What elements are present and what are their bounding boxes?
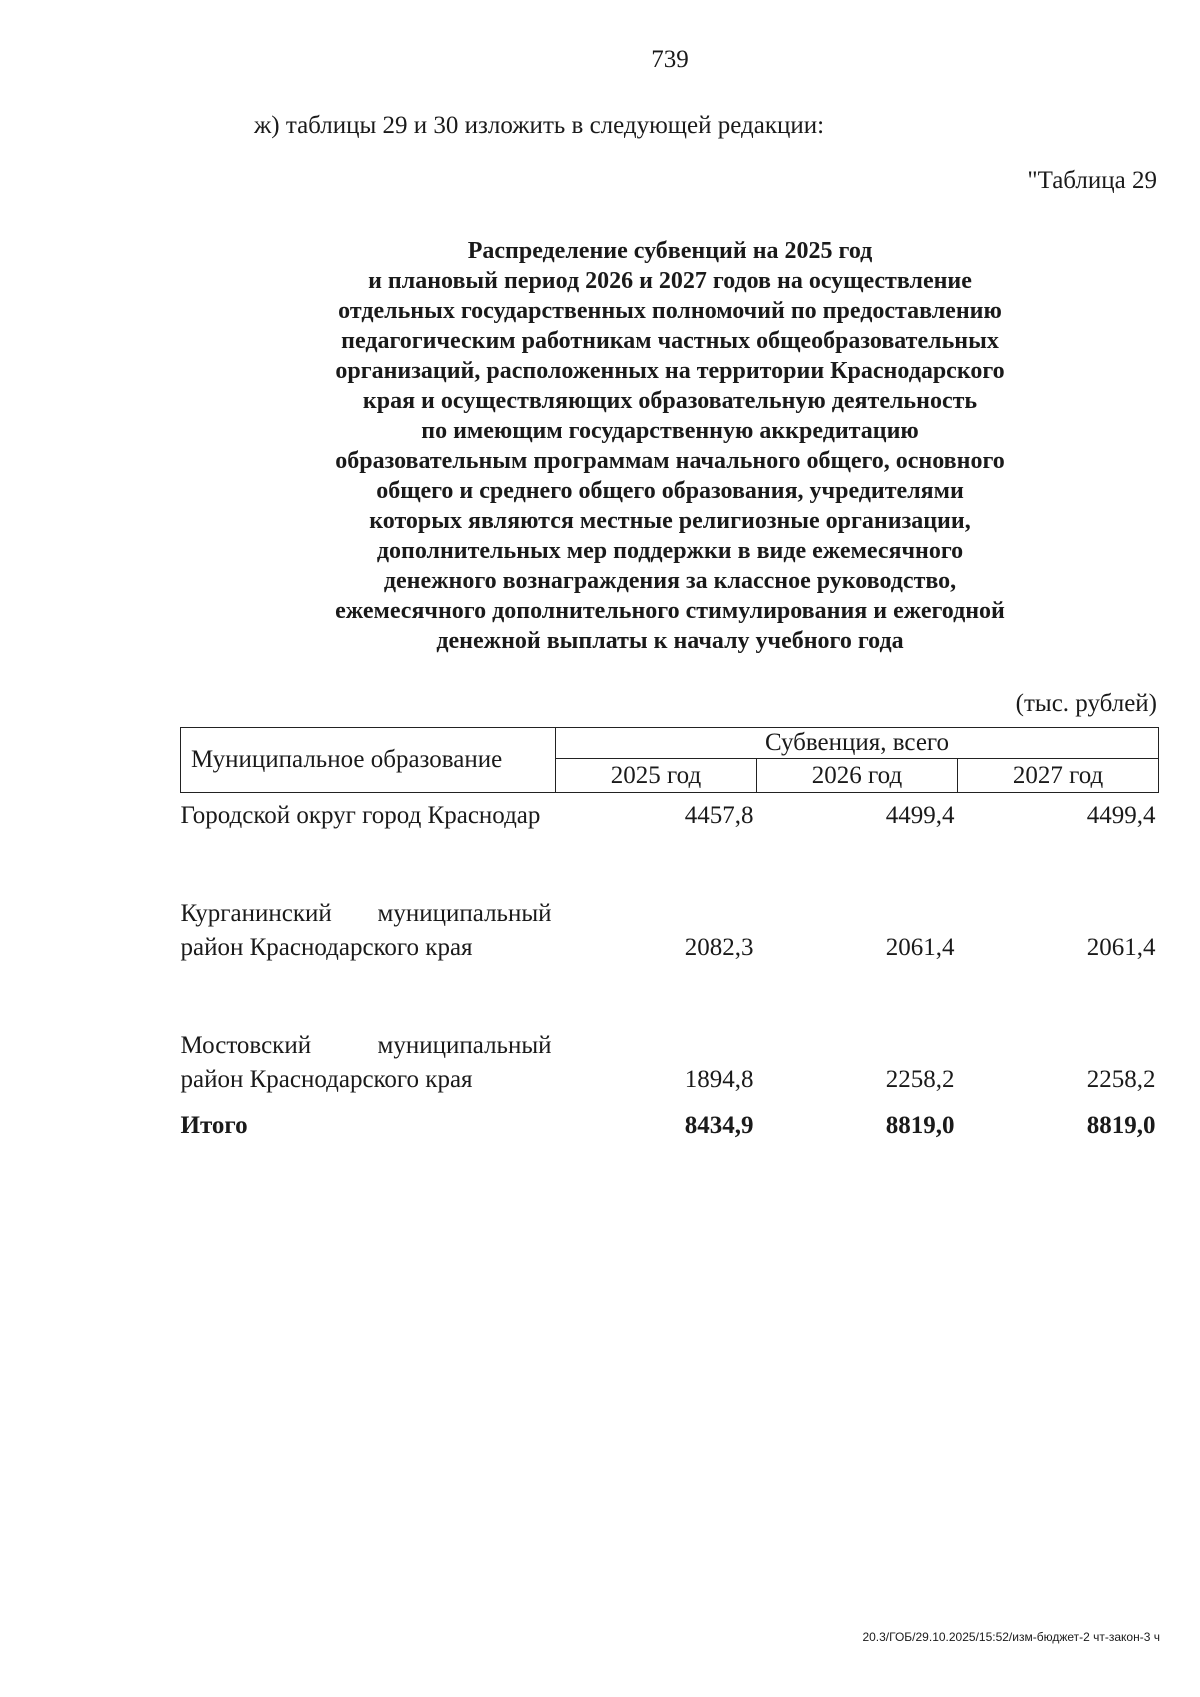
value-2026: 4499,4 [885,802,955,829]
value-2025: 4457,8 [684,802,754,829]
title-line: организаций, расположенных на территории Краснодарского [335,358,1005,384]
total-2027: 8819,0 [1086,1112,1156,1139]
title-line: денежной выплаты к началу учебного года [436,628,904,654]
header-year-2027: 2027 год [958,759,1159,793]
total-2025: 8434,9 [684,1112,754,1139]
total-2026: 8819,0 [885,1112,955,1139]
municipality-name: Курганинский муниципальный район Краснодарского края [180,900,552,961]
value-2027: 2258,2 [1086,1066,1156,1093]
header-subvention-total: Субвенция, всего [556,728,1159,759]
title-line: образовательным программам начального общего, основного [335,448,1005,474]
units-label: (тыс. рублей) [1015,690,1157,717]
municipality-name: Городской округ город Краснодар [180,802,541,829]
header-year-2026: 2026 год [757,759,958,793]
title-line: края и осуществляющих образовательную деятельность [362,388,978,414]
table-label: "Таблица 29 [1027,167,1157,194]
header-municipality: Муниципальное образование [181,728,556,793]
title-line: отдельных государственных полномочий по предоставлению [338,298,1002,324]
value-2025: 1894,8 [684,1066,754,1093]
title-line: которых являются местные религиозные организации, [369,508,971,534]
title-line: денежного вознаграждения за классное руководство, [383,568,957,594]
value-2027: 4499,4 [1086,802,1156,829]
value-2026: 2061,4 [885,934,955,961]
intro-paragraph: ж) таблицы 29 и 30 изложить в следующей редакции: [254,112,825,139]
table-title [250,236,1090,656]
table-row [181,793,1159,834]
title-line: общего и среднего общего образования, учредителями [376,478,964,504]
title-line: и плановый период 2026 и 2027 годов на осуществление [368,268,972,294]
header-year-2025: 2025 год [556,759,757,793]
document-footer-code: 20.3/ГОБ/29.10.2025/15:52/изм-бюджет-2 чт-закон-3 ч [862,1630,1160,1644]
municipality-name: Мостовский муниципальный район Краснодарского края [180,1032,552,1093]
value-2025: 2082,3 [684,934,754,961]
table-row-total [181,1097,1159,1143]
title-line: педагогическим работникам частных общеобразовательных [341,328,999,354]
title-line: по имеющим государственную аккредитацию [421,418,919,444]
value-2026: 2258,2 [885,1066,955,1093]
value-2027: 2061,4 [1086,934,1156,961]
row-spacer [181,965,1159,1029]
title-line: дополнительных мер поддержки в виде ежемесячного [376,538,964,564]
page-number: 739 [651,46,689,73]
title-line: ежемесячного дополнительного стимулирования и ежегодной [335,598,1005,624]
row-spacer [181,833,1159,897]
total-label: Итого [180,1112,248,1139]
table-row [181,1029,1159,1097]
subvention-table [180,727,1159,1143]
title-line: Распределение субвенций на 2025 год [467,238,873,264]
table-row [181,897,1159,965]
